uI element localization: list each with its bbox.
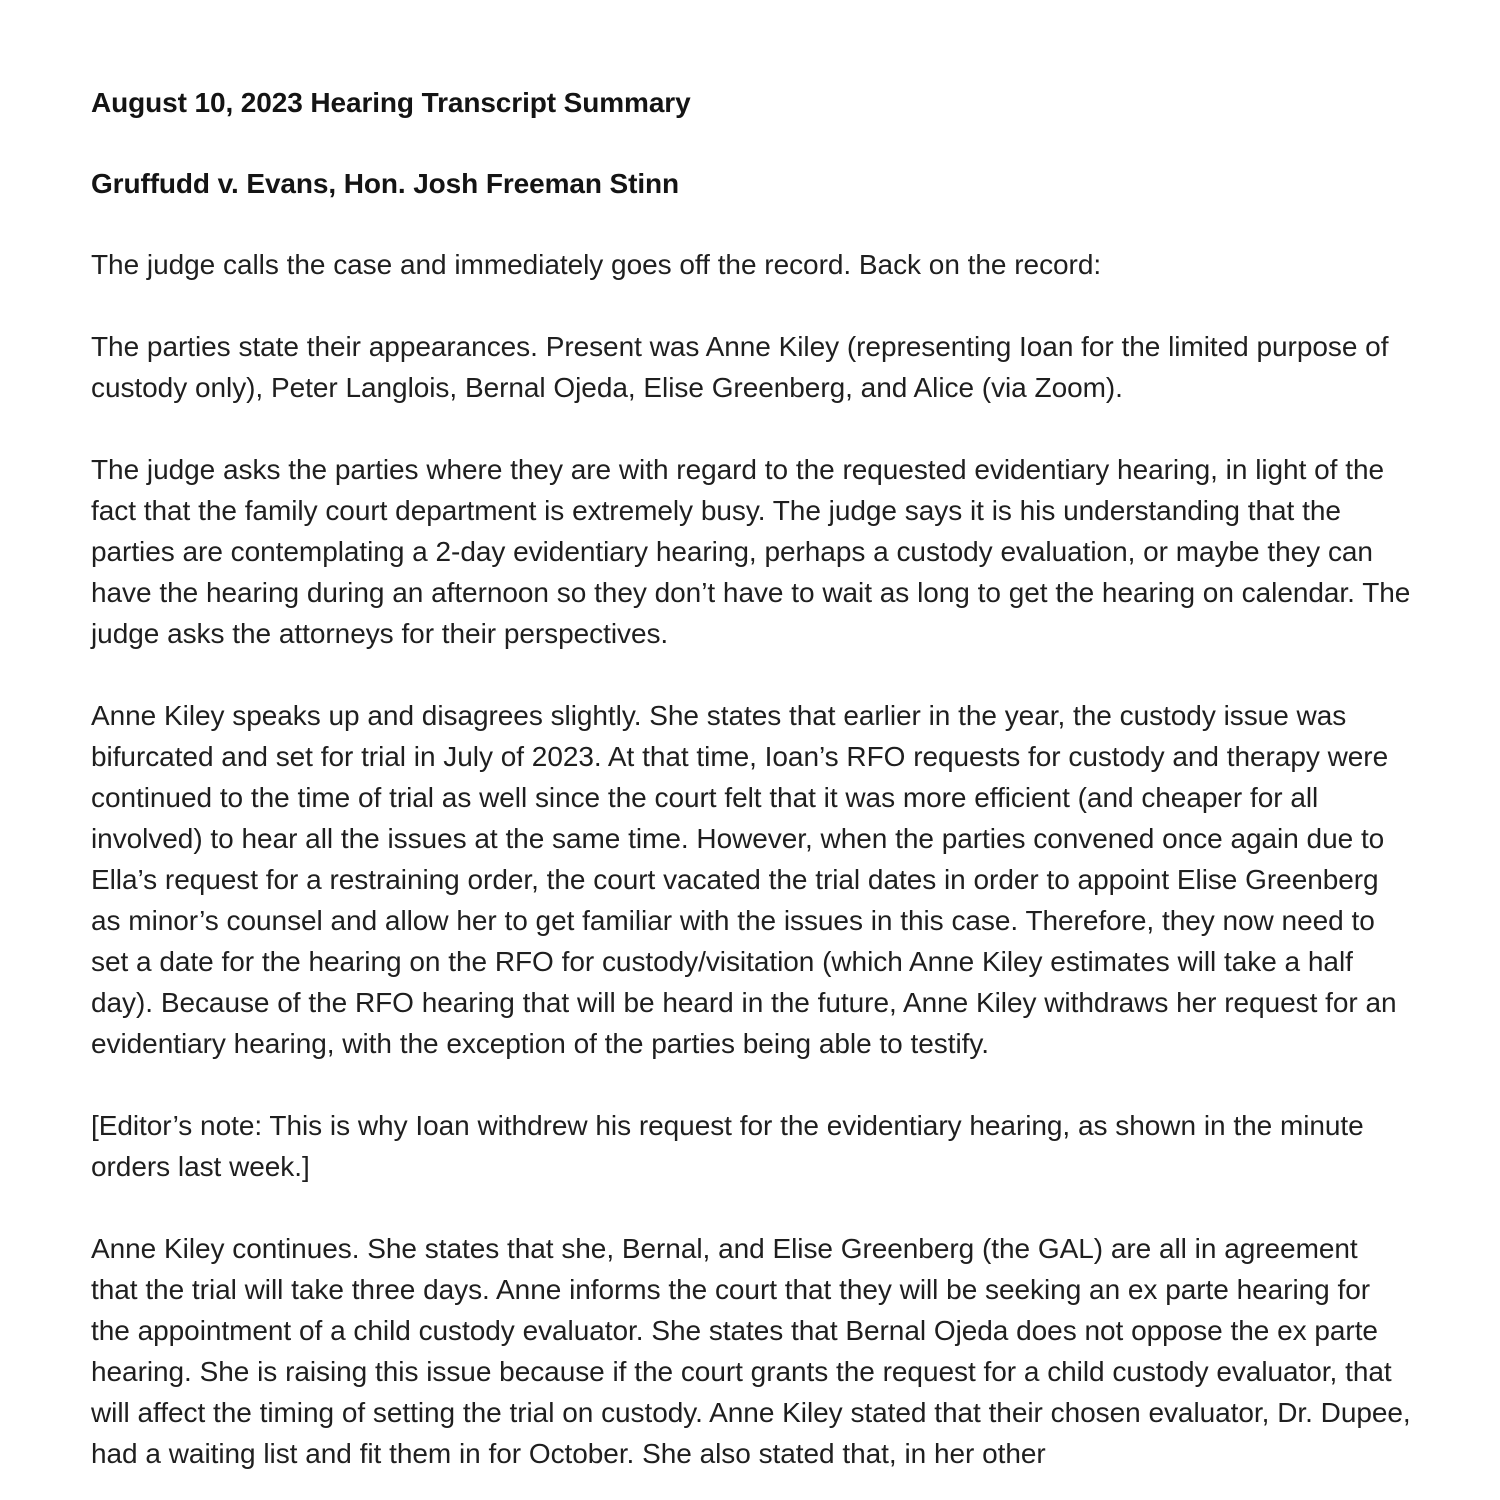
- document-title-heading: August 10, 2023 Hearing Transcript Summary: [91, 87, 691, 118]
- case-caption-heading: Gruffudd v. Evans, Hon. Josh Freeman Stinn: [91, 168, 680, 199]
- paragraph-appearances: The parties state their appearances. Present was Anne Kiley (representing Ioan for the limited purpose of custody only), Peter Langlois, Bernal Ojeda, Elise Greenberg, and Alice (via Zoom).: [91, 331, 1389, 403]
- paragraph-evidentiary-hearing-inquiry: The judge asks the parties where they are with regard to the requested evidentiary hearing, in light of the fact that the family court department is extremely busy. The judge says it is his understanding that the parties are contemplating a 2-day evidentiary hearing, perhaps a custody evaluation, or maybe they can have the hearing during an afternoon so they don’t have to wait as long to get the hearing on calendar. The judge asks the attorneys for their perspectives.: [91, 454, 1411, 649]
- paragraph-kiley-continues: Anne Kiley continues. She states that she, Bernal, and Elise Greenberg (the GAL) are all in agreement that the trial will take three days. Anne informs the court that they will be seeking an ex parte hearing for the appointment of a child custody evaluator. She states that Bernal Ojeda does not oppose the ex parte hearing. She is raising this issue because if the court grants the request for a child custody evaluator, that will affect the timing of setting the trial on custody. Anne Kiley stated that their chosen evaluator, Dr. Dupee, had a waiting list and fit them in for October. She also stated that, in her other: [91, 1233, 1411, 1469]
- paragraph-call-to-order: The judge calls the case and immediately goes off the record. Back on the record:: [91, 249, 1102, 280]
- paragraph-kiley-response: Anne Kiley speaks up and disagrees slightly. She states that earlier in the year, the custody issue was bifurcated and set for trial in July of 2023. At that time, Ioan’s RFO requests for custody and therapy were continued to the time of trial as well since the court felt that it was more efficient (and cheaper for all involved) to hear all the issues at the same time. However, when the parties convened once again due to Ella’s request for a restraining order, the court vacated the trial dates in order to appoint Elise Greenberg as minor’s counsel and allow her to get familiar with the issues in this case. Therefore, they now need to set a date for the hearing on the RFO for custody/visitation (which Anne Kiley estimates will take a half day). Because of the RFO hearing that will be heard in the future, Anne Kiley withdraws her request for an evidentiary hearing, with the exception of the parties being able to testify.: [91, 700, 1397, 1059]
- document-body: [91, 82, 1411, 1474]
- paragraph-editors-note: [Editor’s note: This is why Ioan withdrew his request for the evidentiary hearing, as shown in the minute orders last week.]: [91, 1110, 1364, 1182]
